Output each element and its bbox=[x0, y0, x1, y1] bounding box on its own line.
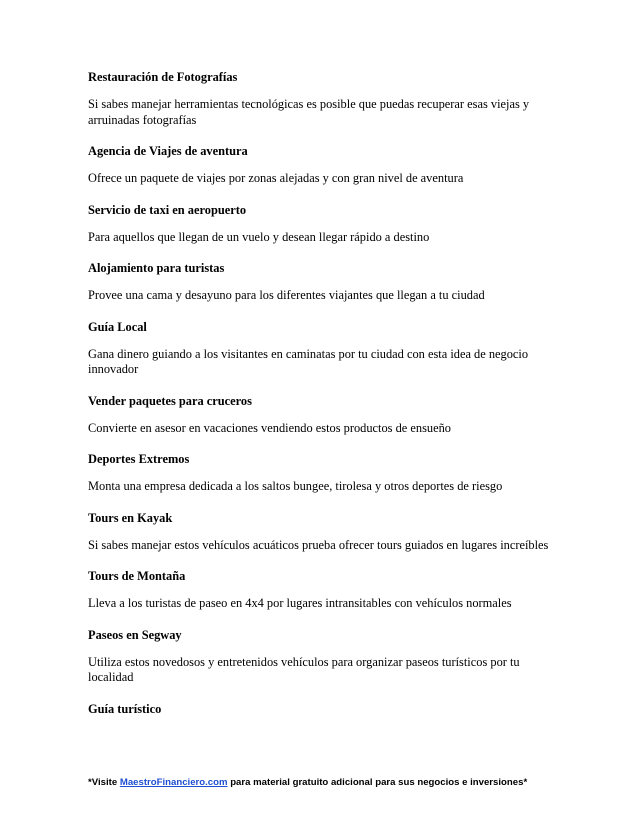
entry bbox=[88, 627, 550, 686]
entry-description: Si sabes manejar estos vehículos acuáticos prueba ofrecer tours guiados en lugares increíbles bbox=[88, 537, 549, 552]
page-footer bbox=[88, 776, 558, 789]
entry bbox=[88, 260, 550, 304]
entry-description: Utiliza estos novedosos y entretenidos vehículos para organizar paseos turísticos por tu localidad bbox=[88, 654, 520, 684]
entry-title: Vender paquetes para cruceros bbox=[88, 393, 252, 408]
entry-description: Monta una empresa dedicada a los saltos bungee, tirolesa y otros deportes de riesgo bbox=[88, 479, 503, 493]
entry bbox=[88, 451, 550, 495]
entry bbox=[88, 319, 550, 378]
entry-description: Ofrece un paquete de viajes por zonas alejadas y con gran nivel de aventura bbox=[88, 171, 464, 185]
entry-description: Para aquellos que llegan de un vuelo y desean llegar rápido a destino bbox=[88, 229, 430, 244]
entry-title: Tours en Kayak bbox=[88, 510, 173, 525]
entry-title: Deportes Extremos bbox=[88, 452, 190, 466]
entry-description: Si sabes manejar herramientas tecnológicas es posible que puedas recuperar esas viejas y arruinadas fotografías bbox=[88, 97, 530, 127]
entry-title: Agencia de Viajes de aventura bbox=[88, 144, 248, 158]
entry-title: Restauración de Fotografías bbox=[88, 70, 238, 84]
footer-suffix: para material gratuito adicional para sus negocios e inversiones* bbox=[227, 777, 528, 788]
entry-description: Gana dinero guiando a los visitantes en caminatas por tu ciudad con esta idea de negocio innovador bbox=[88, 346, 529, 376]
entry-description: Provee una cama y desayuno para los diferentes viajantes que llegan a tu ciudad bbox=[88, 288, 485, 302]
footer-prefix: *Visite bbox=[88, 777, 120, 788]
entry-description: Convierte en asesor en vacaciones vendiendo estos productos de ensueño bbox=[88, 420, 452, 435]
entry bbox=[88, 510, 550, 554]
entry-description: Lleva a los turistas de paseo en 4x4 por lugares intransitables con vehículos normales bbox=[88, 596, 512, 610]
entry-title: Paseos en Segway bbox=[88, 627, 182, 642]
entry-title: Guía turístico bbox=[88, 701, 162, 716]
entry-title: Alojamiento para turistas bbox=[88, 261, 225, 275]
entry bbox=[88, 393, 550, 437]
entry-title: Guía Local bbox=[88, 319, 147, 334]
entry bbox=[88, 202, 550, 246]
entry bbox=[88, 701, 550, 717]
entry bbox=[88, 69, 550, 128]
entry bbox=[88, 143, 550, 187]
maestro-financiero-link[interactable]: MaestroFinanciero.com bbox=[119, 777, 228, 788]
entry-title: Tours de Montaña bbox=[88, 569, 186, 583]
business-ideas-list bbox=[88, 69, 550, 729]
entry-title: Servicio de taxi en aeropuerto bbox=[88, 202, 247, 217]
entry bbox=[88, 568, 550, 612]
